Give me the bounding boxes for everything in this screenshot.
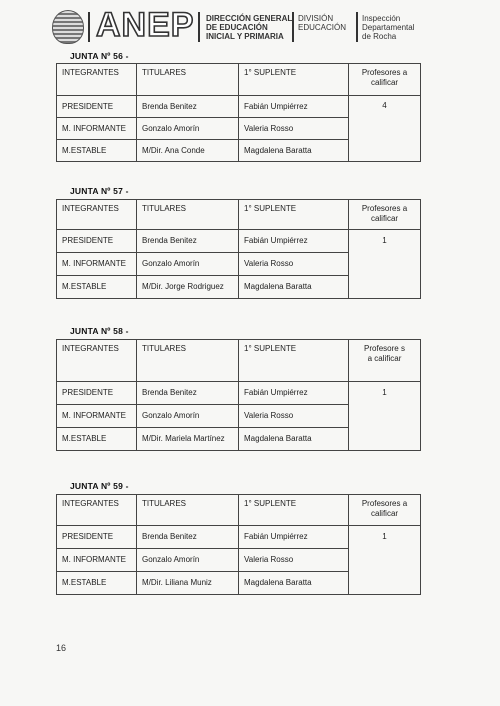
uruguay-seal-icon: [52, 10, 84, 44]
role-cell: M.ESTABLE: [57, 572, 137, 595]
role-cell: PRESIDENTE: [57, 382, 137, 405]
role-cell: M. INFORMANTE: [57, 253, 137, 276]
titular-cell: M/Dir. Mariela Martínez: [137, 428, 239, 451]
role-cell: PRESIDENTE: [57, 526, 137, 549]
titular-cell: Gonzalo Amorín: [137, 549, 239, 572]
titular-cell: M/Dir. Jorge Rodriguez: [137, 276, 239, 299]
suplente-cell: Magdalena Baratta: [239, 572, 349, 595]
suplente-cell: Magdalena Baratta: [239, 428, 349, 451]
header-group-inspeccion: Inspección Departamental de Rocha: [362, 14, 415, 41]
suplente-cell: Fabián Umpiérrez: [239, 526, 349, 549]
titular-cell: Gonzalo Amorín: [137, 405, 239, 428]
titular-cell: Brenda Benitez: [137, 382, 239, 405]
junta-title: JUNTA Nº 58 -: [70, 326, 129, 336]
anep-logo: ANEP: [96, 6, 195, 44]
profesores-count: 4: [349, 96, 421, 162]
page-header: [52, 8, 472, 48]
suplente-cell: Fabián Umpiérrez: [239, 382, 349, 405]
header-divider: [198, 12, 200, 42]
role-cell: M.ESTABLE: [57, 276, 137, 299]
suplente-cell: Valeria Rosso: [239, 405, 349, 428]
header-group-division: DIVISIÓN EDUCACIÓN: [298, 14, 347, 32]
titular-cell: Brenda Benitez: [137, 96, 239, 118]
titular-cell: Gonzalo Amorín: [137, 253, 239, 276]
role-cell: M.ESTABLE: [57, 428, 137, 451]
role-cell: M. INFORMANTE: [57, 549, 137, 572]
page-number: 16: [56, 643, 67, 653]
titular-cell: M/Dir. Liliana Muniz: [137, 572, 239, 595]
column-header: 1° SUPLENTE: [239, 340, 349, 382]
junta-title: JUNTA Nº 57 -: [70, 186, 129, 196]
column-header: TITULARES: [137, 200, 239, 230]
column-header: 1° SUPLENTE: [239, 495, 349, 526]
titular-cell: Brenda Benitez: [137, 230, 239, 253]
header-divider: [356, 12, 358, 42]
role-cell: M. INFORMANTE: [57, 118, 137, 140]
suplente-cell: Valeria Rosso: [239, 549, 349, 572]
suplente-cell: Valeria Rosso: [239, 118, 349, 140]
column-header: 1° SUPLENTE: [239, 200, 349, 230]
suplente-cell: Magdalena Baratta: [239, 276, 349, 299]
role-cell: PRESIDENTE: [57, 96, 137, 118]
column-header: INTEGRANTES: [57, 340, 137, 382]
role-cell: PRESIDENTE: [57, 230, 137, 253]
column-header: INTEGRANTES: [57, 200, 137, 230]
column-header: 1° SUPLENTE: [239, 64, 349, 96]
titular-cell: Brenda Benitez: [137, 526, 239, 549]
role-cell: M. INFORMANTE: [57, 405, 137, 428]
column-header: TITULARES: [137, 495, 239, 526]
junta-title: JUNTA Nº 59 -: [70, 481, 129, 491]
profesores-header: Profesores a calificar: [349, 200, 421, 230]
role-cell: M.ESTABLE: [57, 140, 137, 162]
titular-cell: M/Dir. Ana Conde: [137, 140, 239, 162]
profesores-count: 1: [349, 526, 421, 595]
profesores-count: 1: [349, 382, 421, 451]
suplente-cell: Magdalena Baratta: [239, 140, 349, 162]
junta-table: [56, 63, 421, 162]
junta-table: [56, 339, 421, 451]
profesores-count: 1: [349, 230, 421, 299]
column-header: TITULARES: [137, 64, 239, 96]
column-header: INTEGRANTES: [57, 495, 137, 526]
header-group-direccion: DIRECCIÓN GENERAL DE EDUCACIÓN INICIAL Y PRIMARIA: [206, 14, 293, 41]
profesores-header: Profesore s a calificar: [349, 340, 421, 382]
junta-table: [56, 494, 421, 595]
profesores-header: Profesores a calificar: [349, 64, 421, 96]
junta-table: [56, 199, 421, 299]
suplente-cell: Valeria Rosso: [239, 253, 349, 276]
suplente-cell: Fabián Umpiérrez: [239, 96, 349, 118]
profesores-header: Profesores a calificar: [349, 495, 421, 526]
header-divider: [292, 12, 294, 42]
titular-cell: Gonzalo Amorín: [137, 118, 239, 140]
header-divider: [88, 12, 90, 42]
junta-title: JUNTA Nº 56 -: [70, 51, 129, 61]
column-header: INTEGRANTES: [57, 64, 137, 96]
column-header: TITULARES: [137, 340, 239, 382]
suplente-cell: Fabián Umpiérrez: [239, 230, 349, 253]
